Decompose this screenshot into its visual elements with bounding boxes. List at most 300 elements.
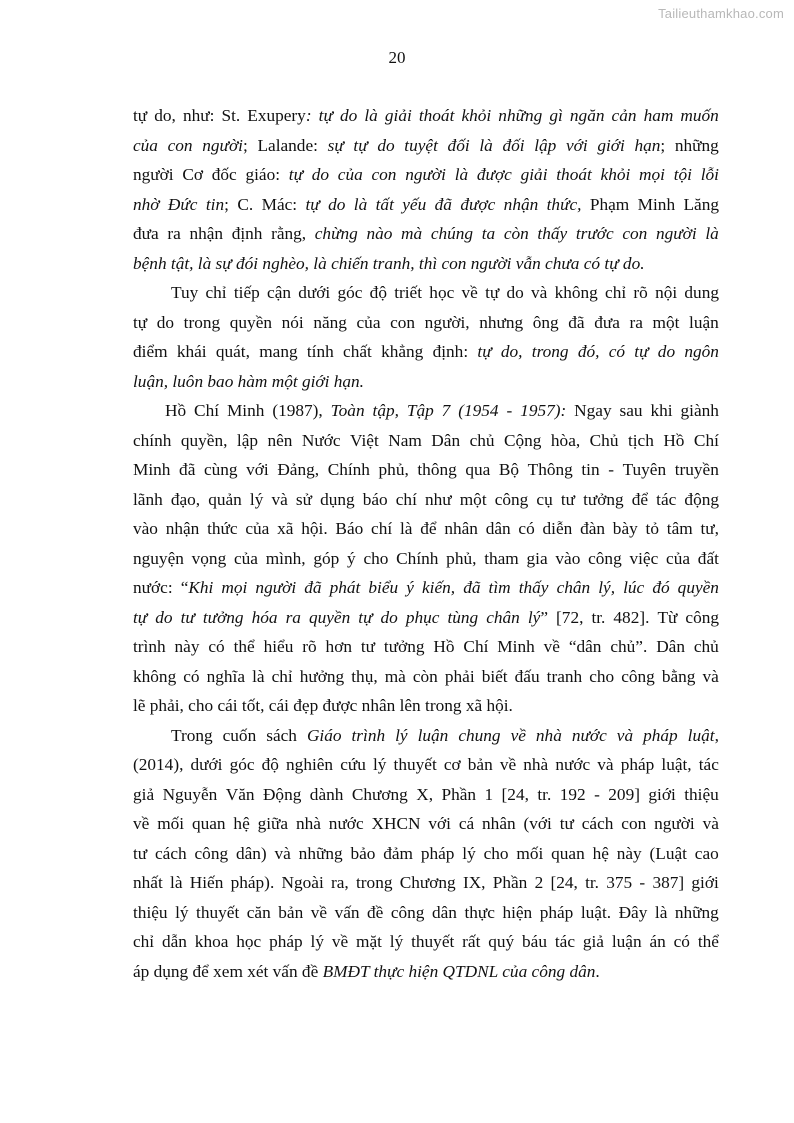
word: những <box>674 135 719 155</box>
word: gia <box>526 548 548 568</box>
word: nhưng <box>479 312 524 332</box>
word: ra <box>629 312 643 332</box>
word: rằng, <box>271 224 307 243</box>
word: của <box>356 312 381 332</box>
word: nên <box>267 430 293 450</box>
word: lý <box>175 902 189 922</box>
word: Hồ <box>663 430 685 450</box>
word: vấn <box>334 902 360 922</box>
text-line <box>133 691 719 721</box>
word: vào <box>555 548 581 568</box>
word: ta <box>481 224 496 243</box>
word: thức <box>207 519 238 538</box>
text-segment: bệnh tật, là sự đói nghèo, là chiến tranh, thì con người vẫn chưa có tự do. <box>133 253 645 273</box>
word: người <box>133 165 174 184</box>
word: nước <box>571 725 607 745</box>
word: và <box>702 814 719 833</box>
text-line <box>133 131 719 161</box>
word: nước <box>555 755 591 774</box>
word: Tuy <box>171 283 199 302</box>
word: tự <box>288 165 304 184</box>
word: của <box>666 548 691 568</box>
word: tư <box>133 843 148 863</box>
word: người <box>405 165 446 184</box>
word: việc <box>629 548 659 568</box>
word: yếu <box>402 194 427 214</box>
word: Hiến <box>189 873 224 892</box>
word: dẫn <box>161 932 187 951</box>
word: (1987), <box>272 401 323 420</box>
word: cao <box>694 843 719 863</box>
word: Đây <box>618 902 648 922</box>
text-line <box>133 485 719 515</box>
word: Cơ <box>182 165 204 184</box>
word: nhà <box>295 814 321 833</box>
word: do <box>657 342 676 361</box>
text-line <box>133 544 719 574</box>
word: lý <box>395 725 408 745</box>
word: 1957): <box>520 401 567 420</box>
word: lãnh <box>133 489 163 509</box>
word: góp <box>313 548 340 568</box>
word: lập <box>236 430 259 450</box>
text-line <box>133 160 719 190</box>
word: - <box>506 401 513 420</box>
word: hiện <box>502 902 533 922</box>
word: Lalande: <box>257 135 318 155</box>
word: Cộng <box>503 430 542 450</box>
word: tự <box>353 135 368 155</box>
word: mọi <box>221 578 248 597</box>
word: thiệu <box>133 902 168 922</box>
word: ra, <box>331 873 349 892</box>
text-line <box>133 337 719 367</box>
word: là <box>454 165 469 184</box>
word: triết <box>394 283 423 302</box>
word: nhân <box>482 814 516 833</box>
word: đạo, <box>170 489 201 509</box>
word: tưởng <box>202 607 244 627</box>
word: nói <box>281 312 304 332</box>
word: chỉ <box>271 666 293 686</box>
word: Chương <box>351 784 408 804</box>
word: bằng <box>661 666 696 686</box>
word: năng <box>313 312 347 332</box>
word: [24, <box>501 784 529 804</box>
word: cản <box>611 106 637 125</box>
word: 1 <box>484 784 494 804</box>
word: đã <box>568 312 585 332</box>
word: được <box>460 194 496 214</box>
word: có <box>183 666 200 686</box>
word: bản <box>278 902 304 922</box>
word: của <box>337 165 363 184</box>
word: tưởng <box>583 489 624 509</box>
word: giành <box>680 401 719 420</box>
word: người; <box>202 135 248 155</box>
word: một <box>652 312 680 332</box>
word: C. <box>237 194 254 214</box>
word: chủ”. <box>610 637 648 656</box>
word: về <box>499 755 517 774</box>
word: nhà <box>523 755 549 774</box>
text-line <box>133 190 719 220</box>
word: cụ <box>536 489 553 509</box>
word: tr. <box>585 873 599 892</box>
word: phục <box>405 607 440 627</box>
word: luận <box>689 312 719 332</box>
word: thuyết <box>393 755 437 774</box>
word: tịch <box>627 430 654 450</box>
word: những <box>498 106 543 125</box>
text-line <box>133 957 719 987</box>
word: đã <box>434 194 452 214</box>
word: trong <box>531 342 569 361</box>
word: báo <box>362 489 388 509</box>
word: quý <box>488 932 515 951</box>
word: cho <box>483 843 509 863</box>
text-line <box>133 632 719 662</box>
word: được <box>476 165 512 184</box>
word: luật, <box>661 755 692 774</box>
word: con <box>622 224 648 243</box>
word: 7 <box>441 401 451 420</box>
word: học <box>236 932 262 951</box>
word: khẳng <box>381 342 424 361</box>
word: ngăn <box>569 106 605 125</box>
word: hệ <box>233 814 250 833</box>
word: nào <box>366 224 393 243</box>
word: tác <box>554 932 575 951</box>
word: rất <box>462 932 481 951</box>
text-segment: . <box>595 961 600 981</box>
word: nhân <box>444 519 478 538</box>
word: lý, <box>598 578 616 597</box>
word: 2 <box>534 873 544 892</box>
word: Việt <box>350 430 379 450</box>
word: giả <box>582 932 604 951</box>
word: Minh <box>497 637 535 656</box>
word: còn <box>412 666 438 686</box>
word: tr. <box>537 784 552 804</box>
word: tiếp <box>233 283 260 302</box>
text-line <box>133 898 719 928</box>
word: quan <box>191 814 226 833</box>
word: Đức <box>167 194 198 214</box>
word: Báo <box>335 519 364 538</box>
word: bản <box>467 755 493 774</box>
word: thể <box>233 637 255 656</box>
word: lý” <box>527 607 549 627</box>
word: đưa <box>133 224 159 243</box>
word: là <box>654 902 668 922</box>
word: tư, <box>700 519 719 538</box>
word: cứu <box>340 755 366 774</box>
word: người <box>255 578 297 597</box>
word: do <box>156 312 175 332</box>
word: nhận <box>165 519 200 538</box>
word: lý <box>249 489 264 509</box>
word: biểu <box>368 578 399 597</box>
text-segment: luận, luôn bao hàm một giới hạn. <box>133 371 365 391</box>
word: đất <box>697 548 719 568</box>
word: có <box>208 637 225 656</box>
word: quyền <box>229 312 272 332</box>
word: Minh <box>226 401 265 420</box>
word: mối <box>516 843 544 863</box>
word: cuốn <box>222 725 257 745</box>
word: nhận <box>189 224 224 243</box>
word: vào <box>133 519 158 538</box>
word: mối <box>157 814 185 833</box>
text-line <box>133 809 719 839</box>
word: lý <box>372 755 387 774</box>
word: luận <box>611 932 642 951</box>
word: pháp <box>420 843 455 863</box>
word: tự <box>305 194 320 214</box>
text-line <box>133 278 719 308</box>
word: án <box>649 932 666 951</box>
word: Tuyên <box>622 460 667 479</box>
word: Trong <box>171 725 213 745</box>
word: hệ <box>592 843 609 863</box>
word: truyền <box>674 460 719 479</box>
word: lý <box>310 932 324 951</box>
word: tất <box>375 194 394 214</box>
word: Nước <box>301 430 341 450</box>
word: giới <box>597 135 625 155</box>
word: về <box>510 725 526 745</box>
word: Ngay <box>574 401 612 420</box>
word: X, <box>416 784 434 804</box>
word: công <box>194 843 229 863</box>
word: do <box>339 106 358 125</box>
word: chí <box>371 519 393 538</box>
word: giáo: <box>245 165 281 184</box>
word: tư <box>180 607 195 627</box>
word: - <box>608 460 614 479</box>
word: ham <box>643 106 674 125</box>
word: không <box>554 283 598 302</box>
word: chí <box>395 489 417 509</box>
word: và <box>702 666 719 686</box>
word: Văn <box>225 784 255 804</box>
word: đốc <box>211 165 237 184</box>
word: cơ <box>443 755 461 774</box>
word: trong <box>356 873 393 892</box>
word: về <box>133 814 150 833</box>
word: quyền, <box>180 430 228 450</box>
word: 209] <box>608 784 640 804</box>
word: nhờ <box>133 194 160 214</box>
word: trong <box>183 312 221 332</box>
word: Thông <box>527 460 573 479</box>
word: do <box>380 607 398 627</box>
word: nghiên <box>286 755 334 774</box>
word: cùng <box>203 460 238 479</box>
word: động <box>684 489 719 509</box>
word: do <box>311 165 330 184</box>
word: Chính <box>327 460 370 479</box>
word: những <box>298 843 343 863</box>
word: đối <box>447 135 470 155</box>
word: sự <box>327 135 344 155</box>
text-segment: BMĐT thực hiện QTDNL của công dân <box>322 961 596 981</box>
word: tư <box>360 637 376 656</box>
word: thấy <box>537 224 568 243</box>
word: dung <box>684 283 719 302</box>
word: chỉ <box>133 932 155 951</box>
text-line <box>133 426 719 456</box>
text-segment: lẽ phải, cho cái tốt, cái đẹp được nhân lên trong xã hội. <box>133 696 513 715</box>
word: công <box>588 548 622 568</box>
word: IX, <box>462 873 486 892</box>
text-line <box>133 455 719 485</box>
word: đó, <box>577 342 600 361</box>
word: rõ <box>302 637 317 656</box>
word: chỉ <box>605 283 627 302</box>
word: (với <box>523 814 552 833</box>
word: với <box>565 135 588 155</box>
word: tin; <box>205 194 229 214</box>
word: thuyết <box>196 902 240 922</box>
word: đấu <box>514 666 540 686</box>
word: dân) <box>235 843 267 863</box>
word: để <box>631 489 649 509</box>
word: ra <box>167 224 181 243</box>
word: “dân <box>568 637 602 656</box>
word: thuyết <box>411 932 455 951</box>
word: mang <box>259 342 298 361</box>
word: dân <box>485 519 511 538</box>
word: phải <box>444 666 475 686</box>
word: cách <box>155 843 187 863</box>
word: tìm <box>488 578 511 597</box>
word: pháp <box>539 902 574 922</box>
word: mà <box>384 666 406 686</box>
word: là <box>170 873 183 892</box>
word: khỏi <box>461 106 492 125</box>
word: (Luật <box>649 843 687 863</box>
word: tư <box>560 489 575 509</box>
word: tr. <box>591 607 606 627</box>
word: hóa <box>251 607 278 627</box>
text-line <box>133 927 719 957</box>
word: khoa <box>194 932 229 951</box>
word: ngôn <box>684 342 719 361</box>
page-number: 20 <box>388 48 406 67</box>
word: tự <box>133 106 148 125</box>
word: tự <box>318 106 333 125</box>
word: pháp <box>269 932 303 951</box>
word: con <box>621 814 647 833</box>
word: bảo <box>350 843 376 863</box>
word: thực <box>464 902 495 922</box>
word: pháp). <box>230 873 275 892</box>
word: dân <box>431 902 457 922</box>
word: Giáo <box>306 725 342 745</box>
word: định <box>231 224 263 243</box>
text-segment: áp dụng để xem xét vấn đề <box>133 961 323 981</box>
text-line <box>133 603 719 633</box>
text-line <box>133 219 719 249</box>
word: Toàn <box>330 401 365 420</box>
word: pháp <box>620 755 655 774</box>
word: học <box>429 283 455 302</box>
word: tự <box>634 342 649 361</box>
word: quát, <box>215 342 250 361</box>
word: Mác: <box>261 194 298 214</box>
word: Tập <box>406 401 434 420</box>
word: là <box>364 106 378 125</box>
word: lỗi <box>700 165 719 184</box>
word: người <box>654 814 695 833</box>
word: giới <box>648 784 676 804</box>
word: tâm <box>666 519 693 538</box>
word: con <box>371 165 397 184</box>
word: tự <box>133 607 148 627</box>
word: về <box>543 637 560 656</box>
word: hòa, <box>550 430 581 450</box>
word: con <box>390 312 416 332</box>
word: cách <box>581 814 614 833</box>
body-text <box>133 101 719 986</box>
word: và <box>271 489 288 509</box>
word: do, <box>500 342 523 361</box>
word: lúc <box>623 578 645 597</box>
word: quyền <box>308 607 351 627</box>
word: vọng <box>191 548 227 568</box>
word: chúng <box>430 224 474 243</box>
word: thụ, <box>351 666 378 686</box>
word: của <box>233 548 258 568</box>
word: St. <box>221 106 241 125</box>
word: tranh <box>546 666 583 686</box>
word: về <box>310 902 328 922</box>
word: cho <box>363 548 389 568</box>
word: khái <box>176 342 207 361</box>
word: 387] <box>652 873 685 892</box>
word: giải <box>384 106 412 125</box>
word: mình, <box>265 548 306 568</box>
word: (1954 <box>458 401 499 420</box>
word: công <box>621 666 655 686</box>
word: như <box>424 489 452 509</box>
word: với <box>246 460 269 479</box>
word: nguyện <box>133 548 184 568</box>
word: chủ <box>469 430 495 450</box>
word: nội <box>655 283 678 302</box>
word: Động <box>262 784 302 804</box>
word: luận <box>417 725 449 745</box>
word: và <box>597 755 614 774</box>
word: hạn; <box>634 135 666 155</box>
word: phủ, <box>378 460 409 479</box>
word: XHCN <box>371 814 421 833</box>
word: là <box>705 224 719 243</box>
word: đàn <box>580 519 606 538</box>
word: là <box>479 135 493 155</box>
word: sách <box>266 725 297 745</box>
word: quản <box>208 489 242 509</box>
word: Chí <box>693 430 719 450</box>
word: tuyệt <box>404 135 438 155</box>
word: Bộ <box>498 460 520 479</box>
word: con <box>167 135 193 155</box>
word: Đảng, <box>277 460 320 479</box>
word: tập, <box>372 401 399 420</box>
word: Dân <box>656 637 685 656</box>
